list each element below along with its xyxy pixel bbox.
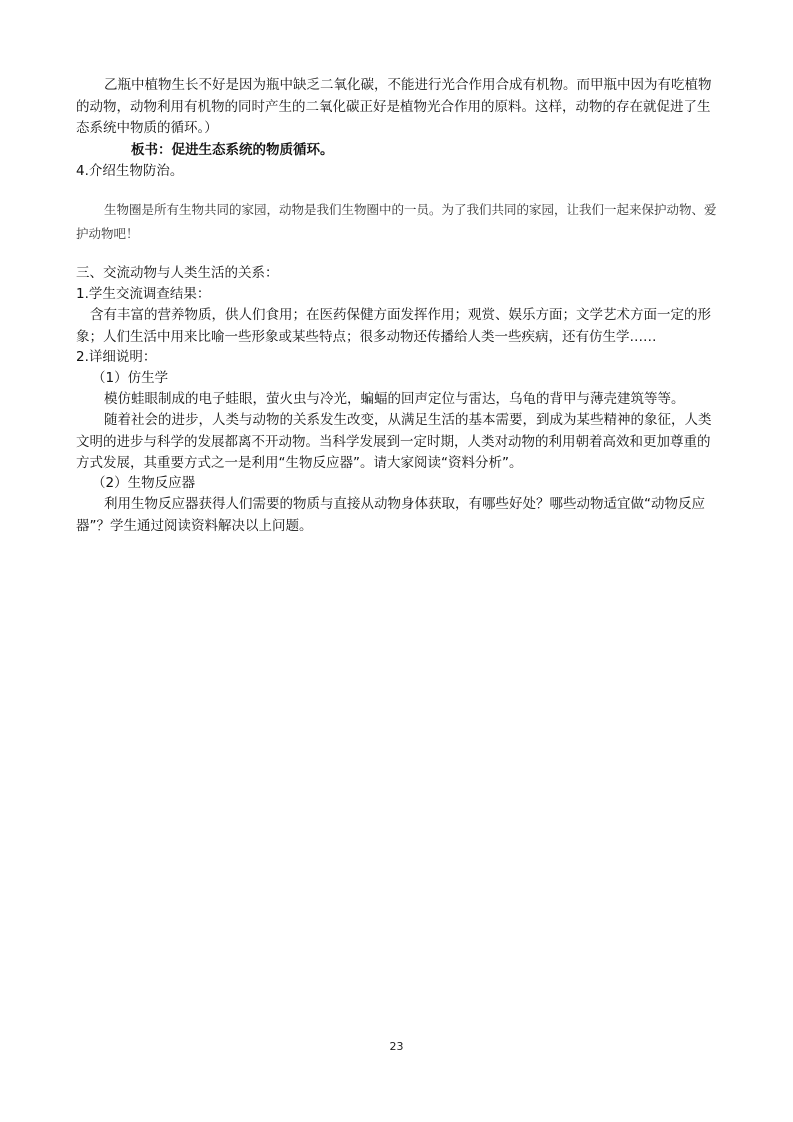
section-3-heading: 三、交流动物与人类生活的关系： bbox=[76, 265, 279, 281]
sub-1-heading: （1）仿生学 bbox=[92, 370, 169, 386]
sub-1-body: 模仿蛙眼制成的电子蛙眼，萤火虫与冷光，蝙蝠的回声定位与雷达，乌龟的背甲与薄壳建筑等等。 bbox=[104, 391, 685, 407]
item-4-heading: 4.介绍生物防治。 bbox=[76, 163, 184, 179]
page-number: 23 bbox=[389, 1040, 404, 1053]
sub-1-body-2: 随着社会的进步，人类与动物的关系发生改变，从满足生活的基本需要，到成为某些精神的象征，人类文明的进步与科学的发展都离不开动物。当科学发展到一定时期，人类对动物的利用朝着高效和更加尊重的方式发展，其重要方式之一是利用“生物反应器”。请大家阅读“资料分析”。 bbox=[76, 412, 712, 471]
bottle-explanation-paragraph: 乙瓶中植物生长不好是因为瓶中缺乏二氧化碳，不能进行光合作用合成有机物。而甲瓶中因为有吃植物的动物，动物利用有机物的同时产生的二氧化碳正好是植物光合作用的原料。这样，动物的存在就促进了生态系统中物质的循环。） bbox=[76, 77, 712, 136]
sub-2-heading: （2）生物反应器 bbox=[92, 475, 196, 491]
sub-2-body: 利用生物反应器获得人们需要的物质与直接从动物身体获取，有哪些好处？哪些动物适宜做“动物反应器”？学生通过阅读资料解决以上问题。 bbox=[76, 496, 705, 534]
quote-paragraph: 生物圈是所有生物共同的家园，动物是我们生物圈中的一员。为了我们共同的家园，让我们一起来保护动物、爱护动物吧！ bbox=[76, 202, 717, 241]
board-note: 板书：促进生态系统的物质循环。 bbox=[131, 142, 334, 158]
step-1-heading: 1.学生交流调查结果： bbox=[76, 286, 211, 302]
step-1-body: 含有丰富的营养物质，供人们食用；在医药保健方面发挥作用；观赏、娱乐方面；文学艺术方面一定的形象；人们生活中用来比喻一些形象或某些特点；很多动物还传播给人类一些疾病，还有仿生学…… bbox=[76, 307, 711, 345]
step-2-heading: 2.详细说明： bbox=[76, 349, 157, 365]
